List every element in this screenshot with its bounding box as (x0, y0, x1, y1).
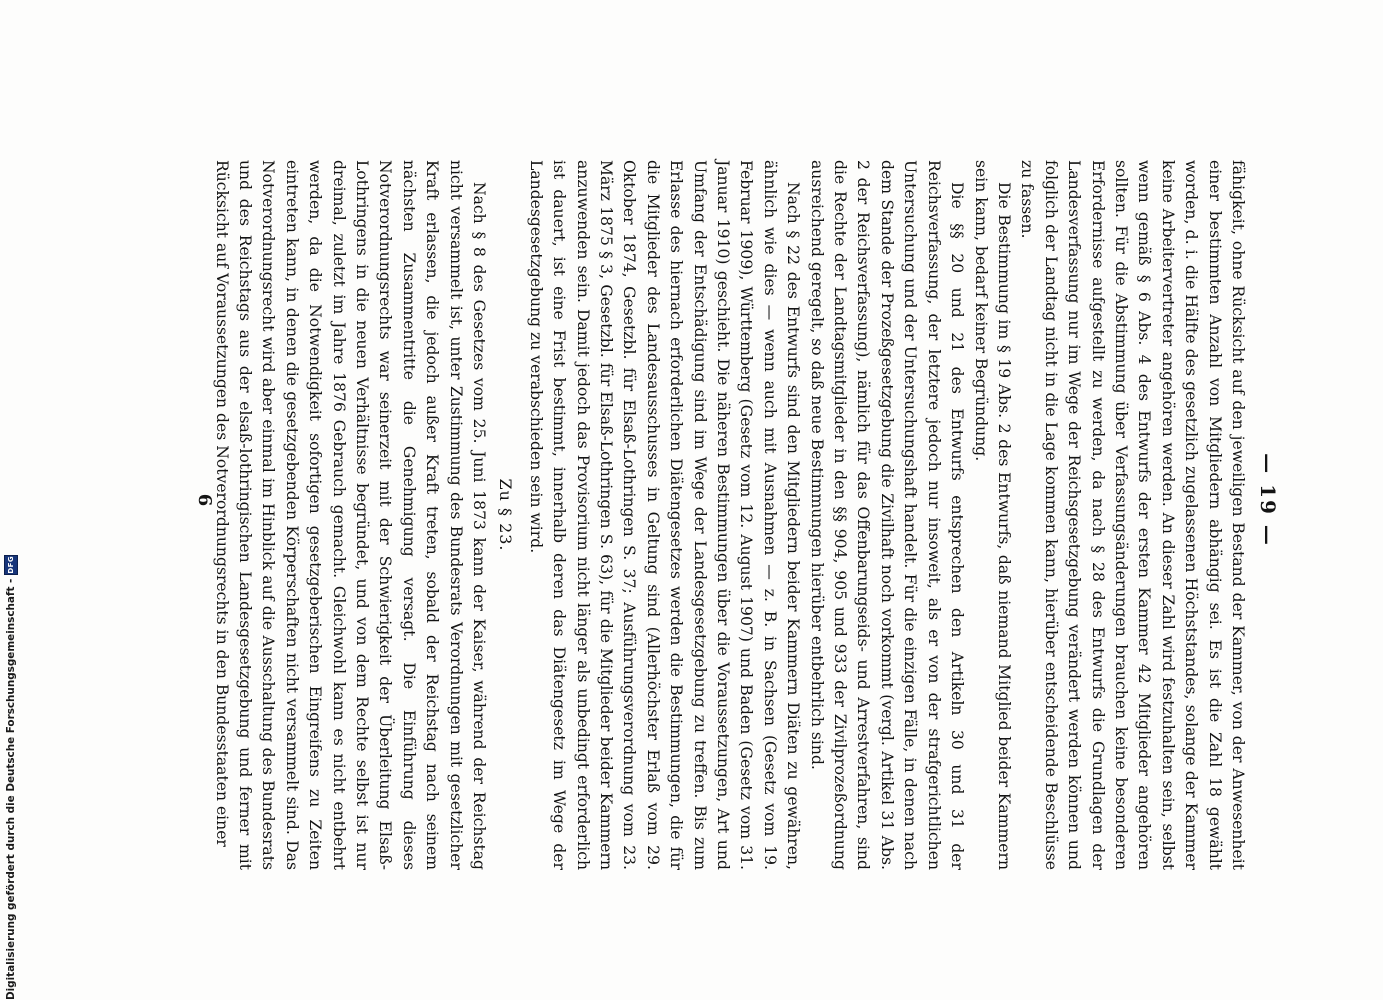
digitization-credit (0, 555, 22, 1000)
sheet-signature: 6 (194, 493, 215, 507)
credit-text: Digitalisierung gefördert durch die Deutsche Forschungsgemeinschaft - (5, 578, 17, 1000)
paragraph-sections-20-21: Die §§ 20 und 21 des Entwurfs entsprechen den Artikeln 30 und 31 der Reichsverfassung, der letztere jedoch nur insoweit, als er von der strafgerichtlichen Untersuchung und der Untersuchungshaft handelt. Für die einzigen Fälle, in denen nach dem Stande der Prozeßgesetzgebung die Zivilhaft noch vorkommt (vergl. Artikel 31 Abs. 2 der Reichsverfassung), nämlich für das Offenbarungseids- und Arrestverfahren, sind die Rechte der Landtagsmitglieder in den §§ 904, 905 und 933 der Zivilprozeßordnung ausreichend geregelt, so daß neue Bestimmungen hierüber entbehrlich sind. (807, 160, 967, 870)
page-body (209, 160, 1249, 870)
paragraph-notverordnungsrecht: Nach § 8 des Gesetzes vom 25. Juni 1873 kann der Kaiser, während der Reichstag nicht versammelt ist, unter Zustimmung des Bundesrats Verordnungen mit gesetzlicher Kraft erlassen, die jedoch außer Kraft treten, sobald der Reichstag nach seinem nächsten Zusammentritte die Genehmigung versagt. Die Einführung dieses Notverordnungsrechts war seinerzeit mit der Schwierigkeit der Überleitung Elsaß-Lothringens in die neuen Verhältnisse begründet, und von dem Rechte selbst ist nur dreimal, zuletzt im Jahre 1876 Gebrauch gemacht. Gleichwohl kann es nicht entbehrt werden, da die Notwendigkeit sofortigen gesetzgeberischen Eingreifens zu Zeiten eintreten kann, in denen die gesetzgebenden Körperschaften nicht versammelt sind. Das Notverordnungsrecht wird aber einmal im Hinblick auf die Ausschaltung des Bundesrats und des Reichstags aus der elsaß-lothringischen Landesgesetzgebung und ferner mit Rücksicht auf Voraussetzungen des Notverordnungsrechts in den Bundesstaaten einer (212, 160, 488, 870)
section-heading-23: Zu § 23. (496, 478, 516, 552)
dfg-logo-icon: DFG (4, 555, 18, 575)
paragraph-section-22-diaeten: Nach § 22 des Entwurfs sind den Mitgliedern beider Kammern Diäten zu gewähren, ähnlich wie dies — wenn auch mit Ausnahmen — z. B. in Sachsen (Gesetz vom 19. Februar 1909), Württemberg (Gesetz vom 12. August 1907) und Baden (Gesetz vom 31. Januar 1910) geschieht. Die näheren Bestimmungen über die Voraussetzungen, Art und Umfang der Entschädigung sind im Wege der Landesgesetzgebung zu treffen. Bis zum Erlasse des hiernach erforderlichen Diätengesetzes werden die Bestimmungen, die für die Mitglieder des Landesausschusses in Geltung sind (Allerhöchster Erlaß vom 29. Oktober 1874, Gesetzbl. für Elsaß-Lothringen S. 37; Ausführungsverordnung vom 23. März 1875 § 3, Gesetzbl. für Elsaß-Lothringen S. 63), für die Mitglieder beider Kammern anzuwenden sein. Damit jedoch das Provisorium nicht länger als unbedingt erforderlich ist dauert, ist eine Frist bestimmt, innerhalb deren das Diätengesetz im Wege der Landesgesetzgebung zu verabschieden sein wird. (526, 160, 803, 870)
paragraph-quorum: fähigkeit, ohne Rücksicht auf den jeweiligen Bestand der Kammer, von der Anwesenheit einer bestimmten Anzahl von Mitgliedern abhängig sei. Es ist die Zahl 18 gewählt worden, d. i. die Hälfte des gesetzlich zugelassenen Höchststandes, solange der Kammer keine Arbeitervertreter angehören werden. An dieser Zahl wird festzuhalten sein, selbst wenn gemäß § 6 Abs. 4 des Entwurfs der ersten Kammer 42 Mitglieder angehören sollten. Für die Abstimmung über Verfassungsänderungen brauchen keine besonderen Erfordernisse aufgestellt zu werden, da nach § 28 des Entwurfs die Grundlagen der Landesverfassung nur im Wege der Reichsgesetzgebung verändert werden können und folglich der Landtag nicht in die Lage kommen kann, hierüber entscheidende Beschlüsse zu fassen. (1018, 160, 1247, 870)
paragraph-section-19: Die Bestimmung im § 19 Abs. 2 des Entwurfs, daß niemand Mitglied beider Kammern sein kann, bedarf keiner Begründung. (971, 160, 1013, 870)
page-number-header: — 19 — (1256, 453, 1280, 547)
